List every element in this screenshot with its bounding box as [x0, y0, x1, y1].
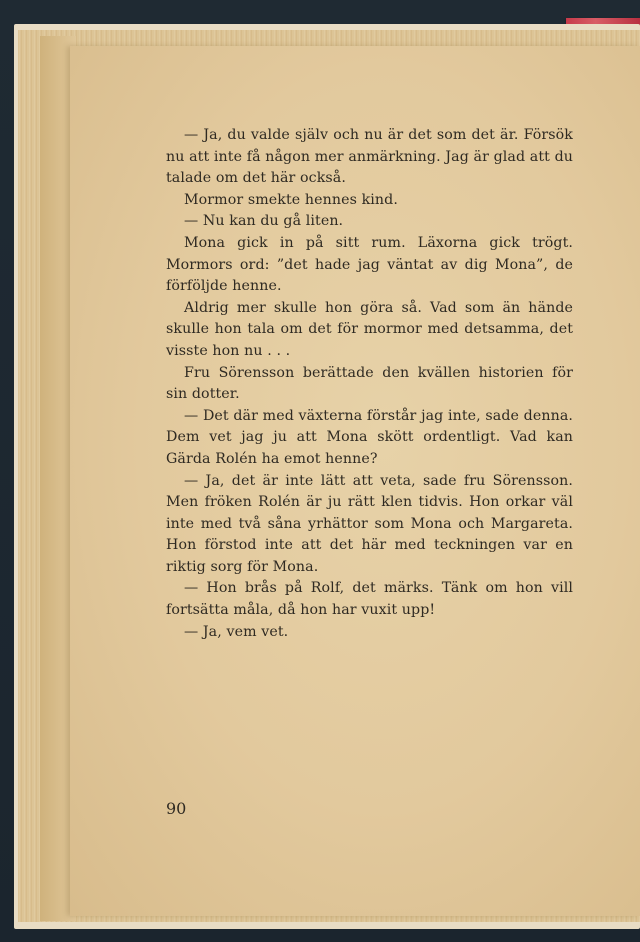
paragraph-3: — Nu kan du gå liten.: [184, 213, 344, 230]
page-number: 90: [166, 799, 187, 818]
paragraph-10: — Ja, vem vet.: [184, 623, 289, 640]
paragraph-4: Mona gick in på sitt rum. Läxorna gick trögt. Mormors ord: ”det hade jag väntat av dig Mona”, de förföljde henne.: [166, 234, 573, 295]
paragraph-1: — Ja, du valde själv och nu är det som det är. Försök nu att inte få någon mer anmärkning. Jag är glad att du talade om det här också.: [166, 127, 573, 187]
paragraph-7: — Det där med växterna förstår jag inte, sade denna. Dem vet jag ju att Mona skött ordentligt. Vad kan Gärda Rolén ha emot henne?: [166, 407, 573, 467]
paragraph-9: — Hon brås på Rolf, det märks. Tänk om hon vill fortsätta måla, då hon har vuxit upp!: [166, 580, 573, 619]
paragraph-2: Mormor smekte hennes kind.: [184, 191, 398, 208]
paragraph-6: Fru Sörensson berättade den kvällen historien för sin dotter.: [166, 364, 573, 403]
paragraph-5: Aldrig mer skulle hon göra så. Vad som än hände skulle hon tala om det för mormor med detsamma, det visste hon nu . . .: [166, 299, 573, 359]
paragraph-8: — Ja, det är inte lätt att veta, sade fru Sörensson. Men fröken Rolén är ju rätt klen tidvis. Hon orkar väl inte med två såna yrhättor som Mona och Margareta. Hon förstod inte att det här med teckningen var en riktig sorg för Mona.: [166, 472, 573, 575]
page-text: [166, 125, 573, 643]
